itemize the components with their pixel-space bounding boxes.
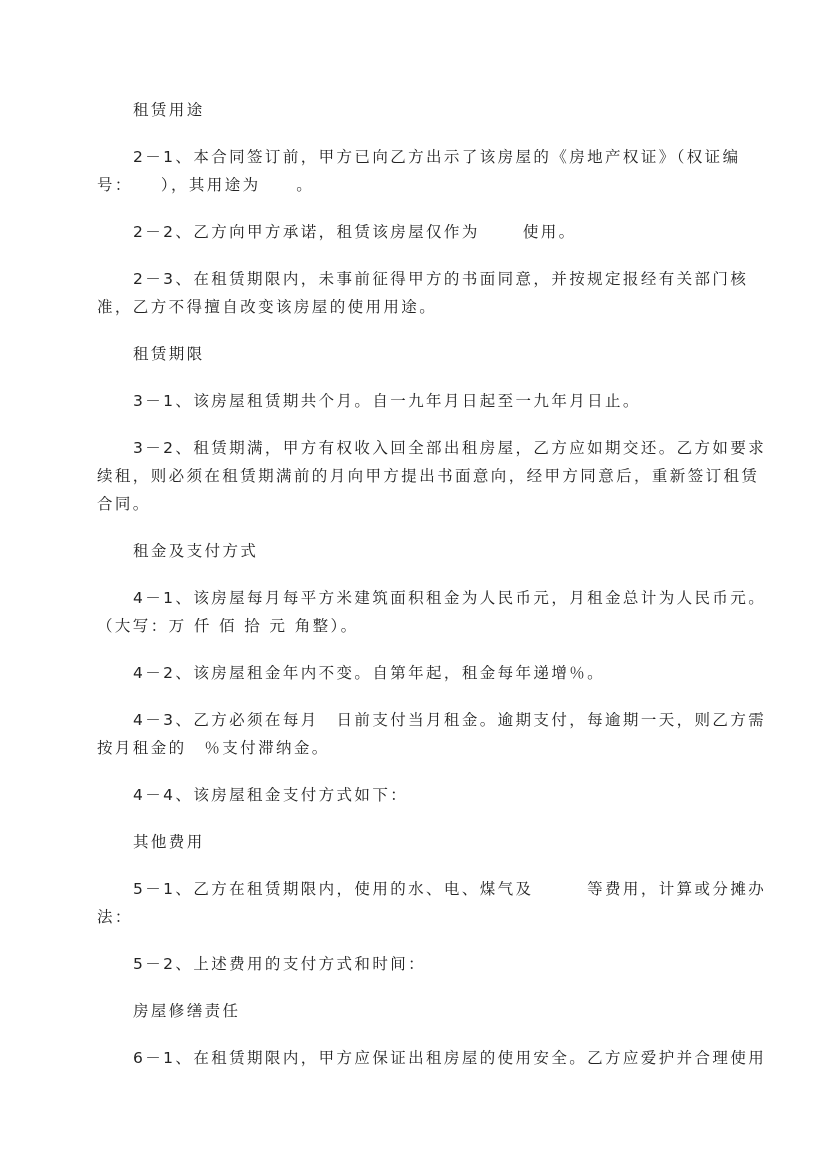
clause-paragraph (97, 706, 767, 762)
clause-paragraph (97, 950, 742, 978)
text-line: 3－1、该房屋租赁期共个月。自一九年月日起至一九年月日止。 (133, 392, 641, 410)
text-line: 号： ），其用途为 。 (97, 176, 315, 194)
section-heading (97, 997, 742, 1025)
text-line: 4－2、该房屋租金年内不变。自第年起，租金每年递增％。 (133, 664, 606, 682)
clause-paragraph (97, 265, 749, 321)
clause-paragraph (97, 218, 742, 246)
text-line: 6－1、在租赁期限内，甲方应保证出租房屋的使用安全。乙方应爱护并合理使用 (133, 1049, 767, 1067)
clause-paragraph (97, 1044, 767, 1072)
text-line: 租赁期限 (133, 345, 205, 363)
clause-paragraph (97, 387, 742, 415)
text-line: 5－1、乙方在租赁期限内，使用的水、电、煤气及 等费用，计算或分摊办 (133, 880, 767, 898)
text-line: 租金及支付方式 (133, 542, 259, 560)
text-line: （大写：万 仟 佰 拾 元 角整）。 (97, 617, 359, 635)
text-line: 续租，则必须在租赁期满前的月向甲方提出书面意向，经甲方同意后，重新签订租赁 (97, 467, 760, 485)
text-line: 4－4、该房屋租金支付方式如下： (133, 786, 409, 804)
section-heading (97, 828, 742, 856)
clause-paragraph (97, 584, 767, 640)
clause-paragraph (97, 659, 742, 687)
text-line: 2－1、本合同签订前，甲方已向乙方出示了该房屋的《房地产权证》（权证编 (133, 148, 741, 166)
text-line: 5－2、上述费用的支付方式和时间： (133, 955, 427, 973)
text-line: 其他费用 (133, 833, 205, 851)
text-line: 4－1、该房屋每月每平方米建筑面积租金为人民币元，月租金总计为人民币元。 (133, 589, 767, 607)
text-line: 房屋修缮责任 (133, 1002, 241, 1020)
text-line: 租赁用途 (133, 101, 205, 119)
text-line: 2－2、乙方向甲方承诺，租赁该房屋仅作为 使用。 (133, 223, 577, 241)
section-heading (97, 537, 742, 565)
section-heading (97, 340, 742, 368)
text-line: 合同。 (97, 495, 151, 513)
section-heading (97, 96, 742, 124)
document-page (97, 96, 767, 1091)
clause-paragraph (97, 781, 742, 809)
clause-paragraph (97, 434, 767, 518)
clause-paragraph (97, 143, 742, 199)
text-line: 按月租金的 ％支付滞纳金。 (97, 739, 330, 757)
text-line: 2－3、在租赁期限内，未事前征得甲方的书面同意，并按规定报经有关部门核 (133, 270, 749, 288)
clause-paragraph (97, 875, 767, 931)
text-line: 法： (97, 908, 133, 926)
text-line: 4－3、乙方必须在每月 日前支付当月租金。逾期支付，每逾期一天，则乙方需 (133, 711, 767, 729)
text-line: 3－2、租赁期满，甲方有权收入回全部出租房屋，乙方应如期交还。乙方如要求 (133, 439, 767, 457)
text-line: 准，乙方不得擅自改变该房屋的使用用途。 (97, 298, 438, 316)
